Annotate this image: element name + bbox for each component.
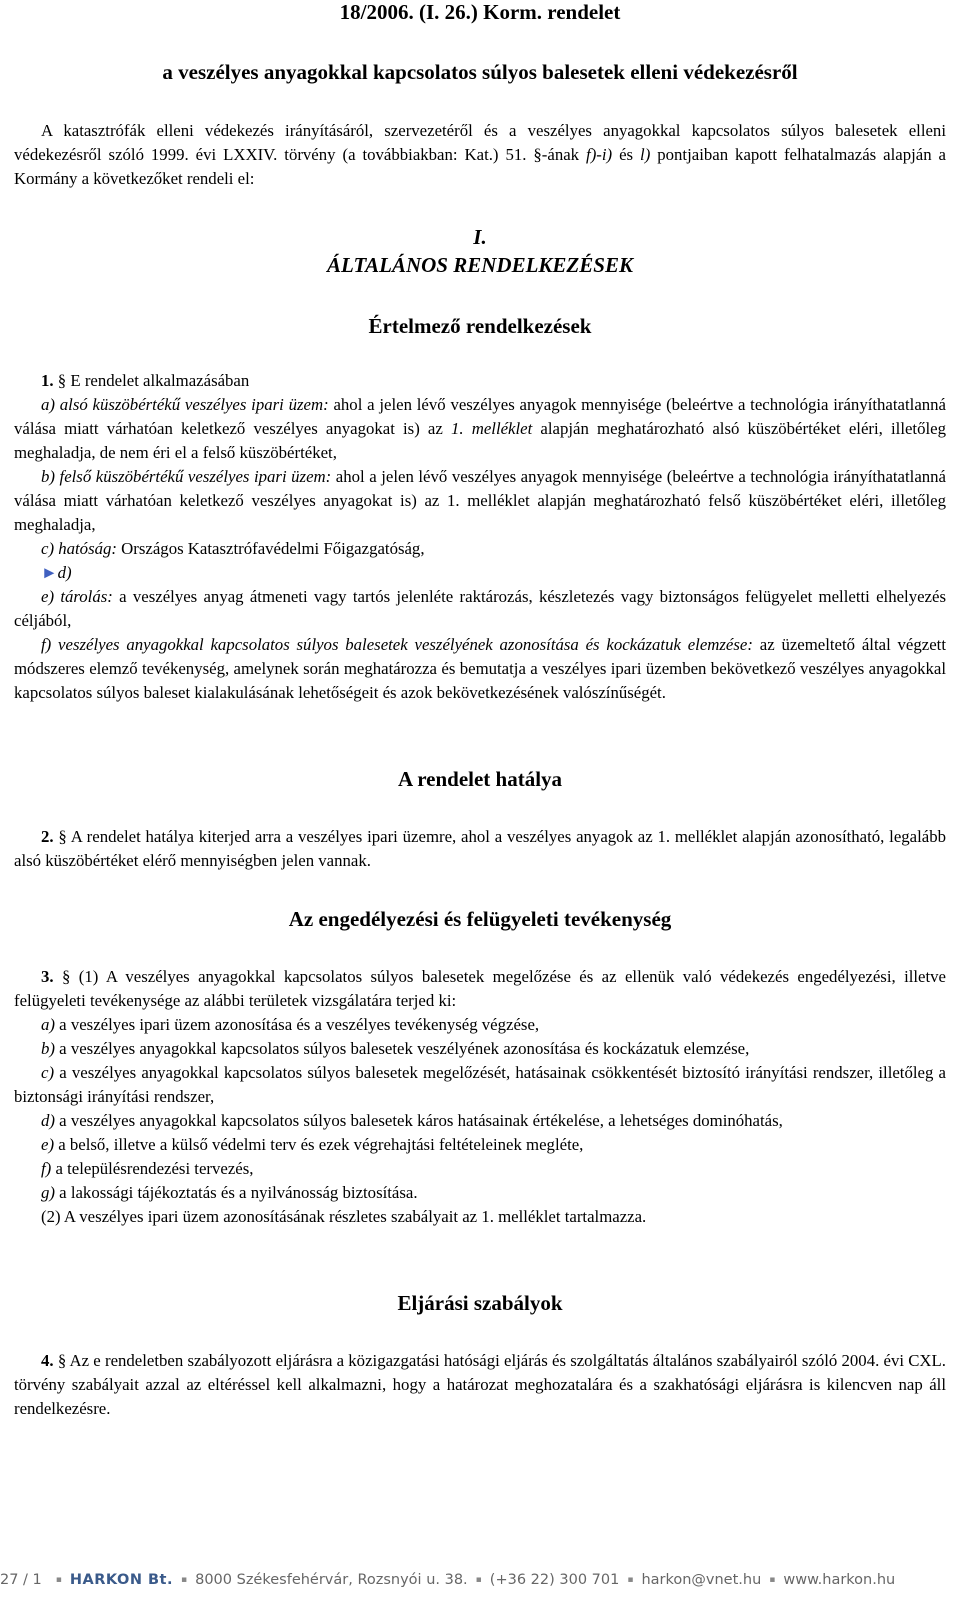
company-website-link[interactable]: www.harkon.hu: [783, 1572, 896, 1588]
part-title: ÁLTALÁNOS RENDELKEZÉSEK: [327, 253, 633, 277]
list-item: f) a településrendezési tervezés,: [41, 1159, 254, 1178]
section-title-licensing: Az engedélyezési és felügyeleti tevékenység: [288, 907, 672, 931]
company-address: 8000 Székesfehérvár, Rozsnyói u. 38.: [195, 1572, 468, 1588]
list-item: a) a veszélyes ipari üzem azonosítása és a veszélyes tevékenység végzése,: [41, 1015, 540, 1034]
list-item: g) a lakossági tájékoztatás és a nyilvánosság biztosítása.: [41, 1183, 418, 1202]
list-item: b) a veszélyes anyagokkal kapcsolatos súlyos balesetek veszélyének azonosítása és kockázatuk elemzése,: [41, 1039, 750, 1058]
amendment-arrow-icon[interactable]: ►: [41, 563, 58, 582]
section-1: 1. § E rendelet alkalmazásában a) alsó küszöbértékű veszélyes ipari üzem: ahol a jelen lévő veszélyes anyagok mennyisége (beleértve a technológia irányíthatatlanná válása miatt várhatóan keletkező veszélyes anyagokat is) az 1. melléklet alapján meghatározható alsó küszöbértéket eléri, illetőleg meghaladja, de nem éri el a felső küszöbértéket, b) felső küszöbértékű veszélyes ipari üzem: ahol a jelen lévő veszélyes anyagok mennyisége (beleértve a technológia irányíthatatlanná válása miatt várhatóan keletkező veszélyes anyagokat is) az 1. melléklet alapján meghatározható felső küszöbértéket eléri, illetőleg meghaladja, c) hatóság: Országos Katasztrófavédelmi Főigazgatóság, ►d) e) tárolás: a veszélyes anyag átmeneti vagy tartós jelenléte raktározás, készletezés vagy biztonságos felügyelet melletti elhelyezés céljából, f) veszélyes anyagokkal kapcsolatos súlyos balesetek veszélyének azonosítása és kockázatuk elemzése: az üzemeltető által végzett módszeres elemző tevékenység, amelynek során meghatározza és bemutatja a veszélyes ipari üzemben bekövetkező veszélyes anyagokkal kapcsolatos súlyos baleset kialakulásának lehetőségeit és azok bekövetkezésének valószínűségét.: [14, 371, 946, 702]
section-title-procedure: Eljárási szabályok: [397, 1291, 563, 1315]
decree-title: a veszélyes anyagokkal kapcsolatos súlyos balesetek elleni védekezésről: [162, 60, 798, 84]
section-4: 4. § Az e rendeletben szabályozott eljárásra a közigazgatási hatósági eljárás és szolgáltatás általános szabályairól szóló 2004. évi CXL. törvény szabályait azzal az eltéréssel kell alkalmazni, hogy a határozat meghozatalára és a szakhatósági eljárásra is kilencven nap áll rendelkezésre.: [14, 1351, 946, 1418]
company-phone: (+36 22) 300 701: [489, 1572, 620, 1588]
company-logo: HARKON Bt.: [69, 1572, 173, 1588]
preamble: A katasztrófák elleni védekezés irányításáról, szervezetéről és a veszélyes anyagokkal kapcsolatos súlyos balesetek elleni védekezésről szóló 1999. évi LXXIV. törvény (a továbbiakban: Kat.) 51. §-ának f)-i) és l) pontjaiban kapott felhatalmazás alapján a Kormány a következőket rendeli el:: [14, 121, 947, 188]
part-number: I.: [473, 225, 487, 249]
page-footer: 27 / 1 ▪ HARKON Bt. ▪ 8000 Székesfehérvár, Rozsnyói u. 38. ▪ (+36 22) 300 701 ▪ harkon@vnet.hu ▪ www.harkon.hu: [0, 1572, 896, 1588]
separator-icon: ▪: [55, 1575, 62, 1585]
section-title-definitions: Értelmező rendelkezések: [368, 314, 592, 338]
section-2: 2. § A rendelet hatálya kiterjed arra a veszélyes ipari üzemre, ahol a veszélyes anyagok az 1. melléklet alapján azonosítható, legalább alsó küszöbértéket elérő mennyiségben jelen vannak.: [14, 827, 947, 870]
list-item: d) a veszélyes anyagokkal kapcsolatos súlyos balesetek káros hatásainak értékelése, a lehetséges dominóhatás,: [41, 1111, 783, 1130]
section-title-scope: A rendelet hatálya: [397, 767, 563, 791]
section-3: 3. § (1) A veszélyes anyagokkal kapcsolatos súlyos balesetek megelőzése és az ellenük való védekezés engedélyezési, illetve felügyeleti tevékenysége az alábbi területek vizsgálatára terjed ki: a) a veszélyes ipari üzem azonosítása és a veszélyes tevékenység végzése, b) a veszélyes anyagokkal kapcsolatos súlyos balesetek veszélyének azonosítása és kockázatuk elemzése, c) a veszélyes anyagokkal kapcsolatos súlyos balesetek megelőzését, hatásainak csökkentését biztosító irányítási rendszer, illetőleg a biztonsági irányítási rendszer, d) a veszélyes anyagokkal kapcsolatos súlyos balesetek káros hatásainak értékelése, a lehetséges dominóhatás, e) a belső, illetve a külső védelmi terv és ezek végrehajtási feltételeinek megléte, f) a településrendezési tervezés, g) a lakossági tájékoztatás és a nyilvánosság biztosítása. (2) A veszélyes ipari üzem azonosításának részletes szabályait az 1. melléklet tartalmazza.: [14, 967, 947, 1226]
decree-id: 18/2006. (I. 26.) Korm. rendelet: [339, 0, 621, 24]
page-counter: 27 / 1: [0, 1572, 42, 1588]
company-email-link[interactable]: harkon@vnet.hu: [641, 1572, 762, 1588]
list-item: e) a belső, illetve a külső védelmi terv és ezek végrehajtási feltételeinek megléte,: [41, 1135, 584, 1154]
list-item: c) a veszélyes anyagokkal kapcsolatos súlyos balesetek megelőzését, hatásainak csökkentését biztosító irányítási rendszer, illetőleg a biztonsági irányítási rendszer,: [14, 1063, 946, 1106]
